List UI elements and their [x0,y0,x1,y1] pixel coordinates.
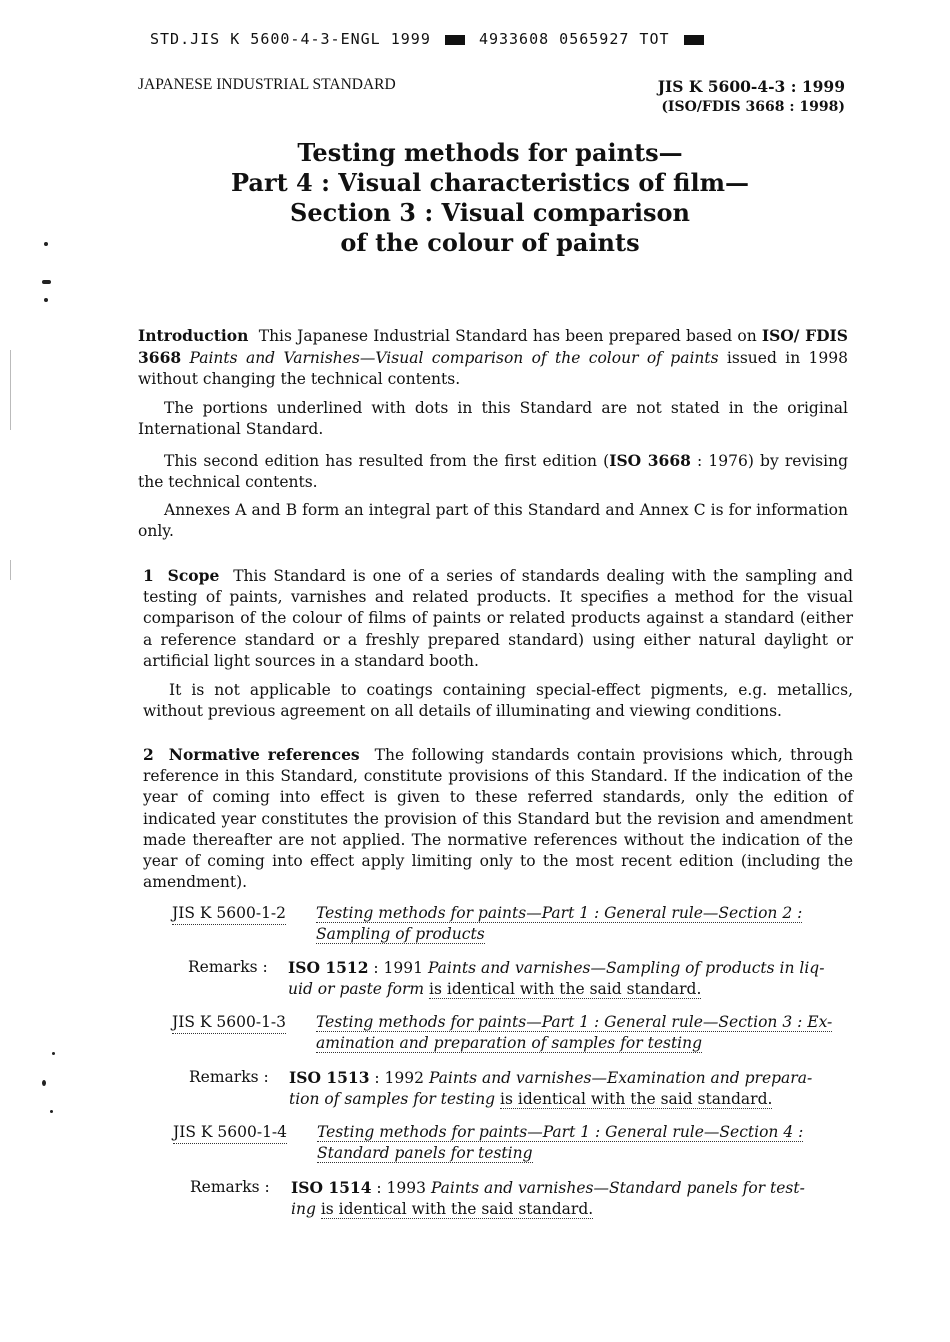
scope-paragraph-1 [143,565,853,672]
scan-block [445,35,465,45]
remark-title: ing [291,1200,316,1219]
intro-text: issued in 1998 without changing the technical contents. [138,349,848,389]
scan-speck [44,242,48,246]
intro-iso: ISO 3668 [609,451,691,470]
remark-year: : 1992 [369,1069,429,1087]
remark-text [288,957,858,1000]
title-line: Section 3 : Visual comparison [290,198,690,227]
remark-text [289,1067,859,1110]
normative-paragraph [143,744,853,893]
reference-title [316,903,802,945]
reference-title-line: amination and preparation of samples for testing [316,1034,703,1053]
scope-paragraph-2: It is not applicable to coatings containing special-effect pigments, e.g. metallics, without previous agreement on all details of illuminating and viewing conditions. [143,681,853,721]
scope-text: This Standard is one of a series of standards dealing with the sampling and testing of paints, varnishes and related products. It specifies a method for the visual comparison of the colour of films of paints or related products against a standard (either a reference standard or a freshly prepared standard) using either natural daylight or artificial light sources in a standard booth. [143,567,854,670]
title-line: Testing methods for paints— [297,138,683,167]
reference-title-line: Standard panels for testing [317,1144,533,1163]
reference-code: JIS K 5600-1-4 [173,1122,287,1144]
title-line: Part 4 : Visual characteristics of film— [231,168,749,197]
remark-label: Remarks : [188,958,268,976]
reference-title [317,1122,803,1164]
standard-number: JIS K 5600-4-3 : 1999 [657,77,845,96]
reference-title-line: Sampling of products [316,925,485,944]
remark-text [291,1177,861,1220]
reference-item [172,1012,872,1056]
remark-iso: ISO 1514 [291,1178,372,1197]
remark-title: uid or paste form [288,980,425,999]
remark-title: Paints and varnishes—Examination and prepara- [428,1069,813,1087]
intro-iso: ISO/ FDIS 3668 [138,326,848,368]
reference-title [316,1012,832,1054]
scan-line [10,350,11,430]
reference-title-line: Testing methods for paints—Part 1 : General rule—Section 2 : [316,904,803,922]
scan-header [150,30,800,48]
remark-tail: is identical with the said standard. [320,1200,594,1219]
iso-number: (ISO/FDIS 3668 : 1998) [661,99,845,115]
scope-heading: Scope [167,566,220,585]
scan-speck [50,1110,53,1113]
reference-code: JIS K 5600-1-3 [172,1012,286,1034]
intro-text: : 1976) by revising the technical contents. [138,452,848,492]
scan-speck [52,1052,55,1055]
remark-iso: ISO 1512 [288,958,369,977]
scan-block [684,35,704,45]
intro-heading: Introduction [138,326,249,345]
scan-header-codes: 4933608 0565927 TOT [478,30,670,48]
header-left: JAPANESE INDUSTRIAL STANDARD [138,76,396,93]
intro-paragraph-2: The portions underlined with dots in this Standard are not stated in the original International Standard. [138,399,848,439]
page-title [140,138,840,258]
reference-item [173,1122,873,1166]
header-right [658,76,845,118]
normative-number: 2 [143,745,154,764]
remark-iso: ISO 1513 [289,1068,370,1087]
intro-paragraph-4: Annexes A and B form an integral part of this Standard and Annex C is for information only. [138,501,848,541]
remark-title: tion of samples for testing [289,1090,496,1109]
intro-paragraph-3 [138,450,848,493]
remark-tail: is identical with the said standard. [500,1090,773,1109]
remark-label: Remarks : [190,1178,270,1196]
scan-speck [42,1080,46,1086]
scan-header-left: STD.JIS K 5600-4-3-ENGL 1999 [150,30,431,48]
normative-text: The following standards contain provisions which, through reference in this Standard, constitute provisions of this Standard. If the indication of the year of coming into effect is given to these referred standards, only the edition of indicated year constitutes the provision of this Standard but the revision and amendment made thereafter are not applied. The normative references without the indication of the year of coming into effect apply limiting only to the most recent edition (including the amendment). [143,746,853,892]
remark-year: : 1993 [371,1179,431,1197]
intro-text: This second edition has resulted from the first edition ( [164,452,610,470]
reference-remark [189,1067,869,1111]
scan-line [10,560,11,580]
scan-speck [44,298,48,302]
intro-text [181,349,189,367]
reference-item [172,903,872,947]
reference-remark [188,957,868,1001]
remark-label: Remarks : [189,1068,269,1086]
remark-tail: is identical with the said standard. [429,980,702,999]
reference-title-line: Testing methods for paints—Part 1 : General rule—Section 4 : [317,1123,804,1141]
title-line: of the colour of paints [340,228,640,257]
remark-title: Paints and varnishes—Sampling of products in liq- [427,959,825,977]
reference-title-line: Testing methods for paints—Part 1 : General rule—Section 3 : Ex- [316,1013,833,1031]
reference-remark [190,1177,870,1221]
remark-title: Paints and varnishes—Standard panels for test- [430,1179,805,1197]
remark-year: : 1991 [368,959,428,977]
normative-heading: Normative references [168,745,360,764]
scan-speck [42,280,51,284]
scope-number: 1 [143,566,154,585]
intro-text: This Japanese Industrial Standard has been prepared based on [258,327,762,345]
reference-code: JIS K 5600-1-2 [172,903,286,925]
intro-paragraph-1 [138,325,848,391]
intro-iso-title: Paints and Varnishes—Visual comparison of the colour of paints [189,349,719,368]
